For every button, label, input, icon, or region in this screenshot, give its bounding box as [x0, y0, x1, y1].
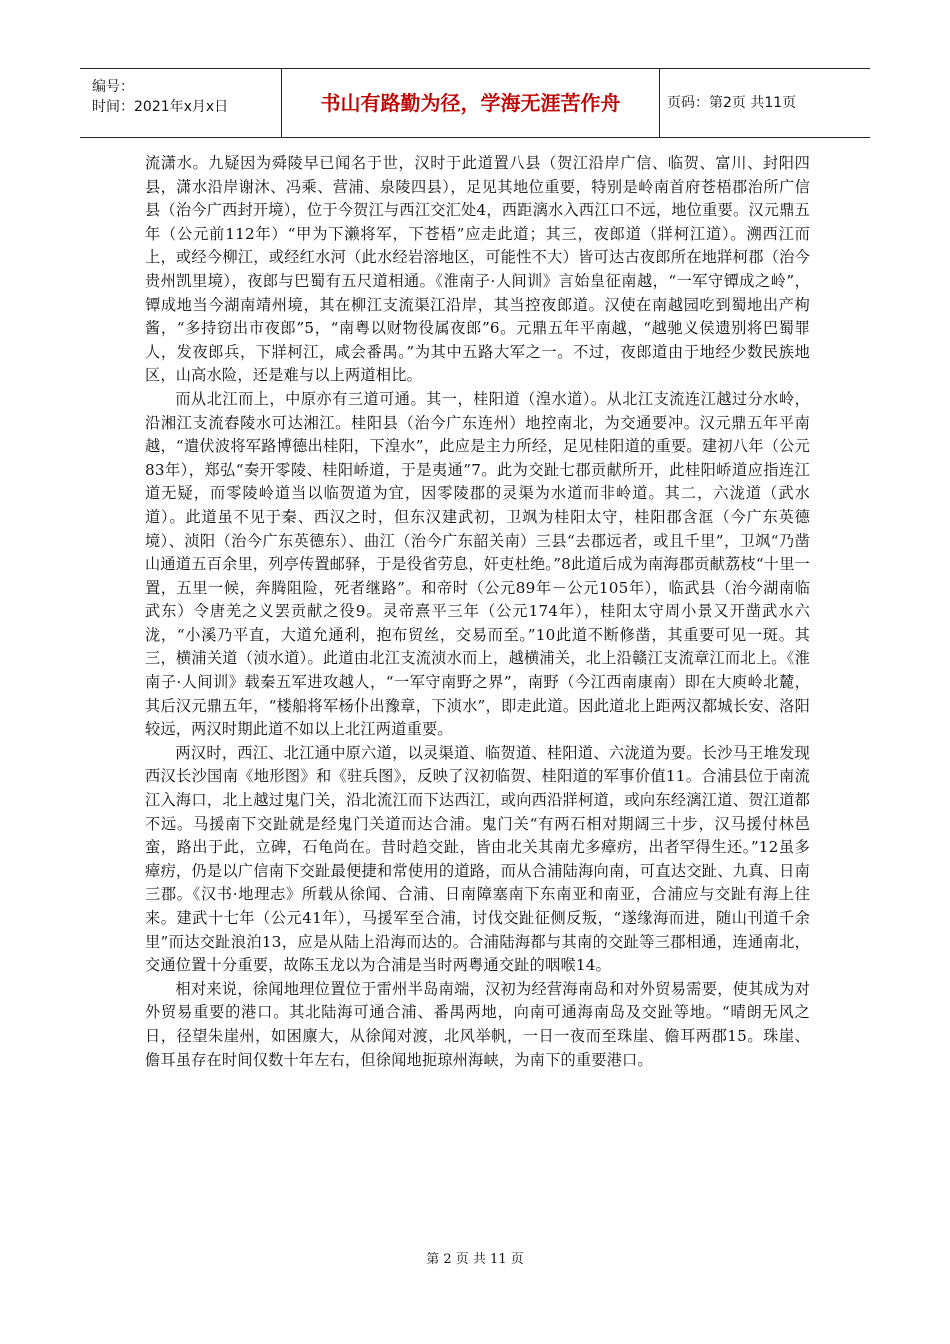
document-number-label: 编号：	[92, 79, 134, 95]
document-body	[145, 152, 810, 1072]
body-paragraph: 而从北江而上，中原亦有三道可通。其一，桂阳道（湟水道）。从北江支流连江越过分水岭，沿湘江支流舂陵水可达湘江。桂阳县（治今广东连州）地控南北，为交通要冲。汉元鼎五年平南越，“遣伏波将军路博德出桂阳，下湟水”，此应是主力所经，足见桂阳道的重要。建初八年（公元83年），郑弘“奏开零陵、桂阳峤道，于是夷通”7。此为交趾七郡贡献所开，此桂阳峤道应指连江道无疑，而零陵岭道当以临贺道为宜，因零陵郡的灵渠为水道而非岭道。其二，六泷道（武水道）。此道虽不见于秦、西汉之时，但东汉建武初，卫飒为桂阳太守，桂阳郡含洭（今广东英德境）、浈阳（治今广东英德东）、曲江（治今广东韶关南）三县“去郡远者，或且千里”，卫飒“乃凿山通道五百余里，列亭传置邮驿，于是役省劳息，奸吏杜绝。”8此道后成为南海郡贡献荔枝“十里一置，五里一候，奔腾阻险，死者继路”。和帝时（公元89年－公元105年），临武县（治今湖南临武东）令唐羌之义罢贡献之役9。灵帝熹平三年（公元174年），桂阳太守周小景又开凿武水六泷，“小溪乃平直，大道允通利，抱布贸丝，交易而至。”10此道不断修凿，其重要可见一斑。其三，横浦关道（浈水道）。此道由北江支流浈水而上，越横浦关，北上沿赣江支流章江而北上。《淮南子·人间训》载秦五军进攻越人，“一军守南野之界”，南野（今江西南康南）即在大庾岭北麓，其后汉元鼎五年，“楼船将军杨仆出豫章，下浈水”，即走此道。因此道北上距两汉都城长安、洛阳较远，两汉时期此道不如以上北江两道重要。	[145, 389, 810, 739]
header-motto: 书山有路勤为径，学海无涯苦作舟	[320, 91, 621, 115]
page-header	[80, 68, 870, 138]
body-paragraph: 两汉时，西江、北江通中原六道，以灵渠道、临贺道、桂阳道、六泷道为要。长沙马王堆发现西汉长沙国南《地形图》和《驻兵图》，反映了汉初临贺、桂阳道的军事价值11。合浦县位于南流江入海口，北上越过鬼门关，沿北流江而下达西江，或向西沿牂柯道，或向东经漓江道、贺江道都不远。马援南下交趾就是经鬼门关道而达合浦。鬼门关“有两石相对期阔三十步，汉马援付林邑蛮，路出于此，立碑，石龟尚在。昔时趋交趾，皆由北关其南尤多瘴疠，出者罕得生还。”12虽多瘴疠，仍是以广信南下交趾最便捷和常使用的道路，而从合浦陆海向南，可直达交趾、九真、日南三郡。《汉书·地理志》所载从徐闻、合浦、日南障塞南下东南亚和南亚，合浦应与交趾有海上往来。建武十七年（公元41年），马援军至合浦，讨伐交趾征侧反叛，“遂缘海而进，随山刊道千余里”而达交趾浪泊13，应是从陆上沿海而达的。合浦陆海都与其南的交趾等三郡相通，连通南北，交通位置十分重要，故陈玉龙以为合浦是当时两粤通交趾的咽喉14。	[145, 743, 810, 975]
body-paragraph: 流潇水。九疑因为舜陵早已闻名于世，汉时于此道置八县（贺江沿岸广信、临贺、富川、封阳四县，潇水沿岸谢沐、冯乘、营浦、泉陵四县），足见其地位重要，特别是岭南首府苍梧郡治所广信县（治今广西封开境），位于今贺江与西江交汇处4，西距漓水入西江口不远，地位重要。汉元鼎五年（公元前112年）“甲为下濑将军，下苍梧”应走此道；其三，夜郎道（牂柯江道）。溯西江而上，或经今柳江，或经红水河（此水经岩溶地区，可能性不大）皆可达古夜郎所在地牂柯郡（治今贵州凯里境），夜郎与巴蜀有五尺道相通。《淮南子·人间训》言始皇征南越，“一军守镡成之岭”，镡成地当今湖南靖州境，其在柳江支流渠江沿岸，其当控夜郎道。汉使在南越园吃到蜀地出产枸酱，“多持窃出市夜郎”5，“南粤以财物役属夜郎”6。元鼎五年平南越，“越驰义侯遗别将巴蜀罪人，发夜郎兵，下牂柯江，咸会番禺。”为其中五路大军之一。不过，夜郎道由于地经少数民族地区，山高水险，还是难与以上两道相比。	[145, 154, 810, 385]
body-paragraph: 相对来说，徐闻地理位置位于雷州半岛南端，汉初为经营海南岛和对外贸易需要，使其成为对外贸易重要的港口。其北陆海可通合浦、番禺两地，向南可通海南岛及交趾等地。“晴朗无风之日，径望朱崖州，如困廪大，从徐闻对渡，北风举帆，一日一夜而至珠崖、儋耳两郡15。珠崖、儋耳虽存在时间仅数十年左右，但徐闻地扼琼州海峡，为南下的重要港口。	[145, 979, 810, 1069]
header-meta	[92, 77, 292, 117]
header-divider	[659, 69, 660, 137]
document-time-label: 时间：2021年x月x日	[92, 99, 229, 115]
page-footer: 第 2 页 共 11 页	[426, 1252, 524, 1267]
header-page-number: 页码：第2页 共11页	[667, 95, 797, 111]
